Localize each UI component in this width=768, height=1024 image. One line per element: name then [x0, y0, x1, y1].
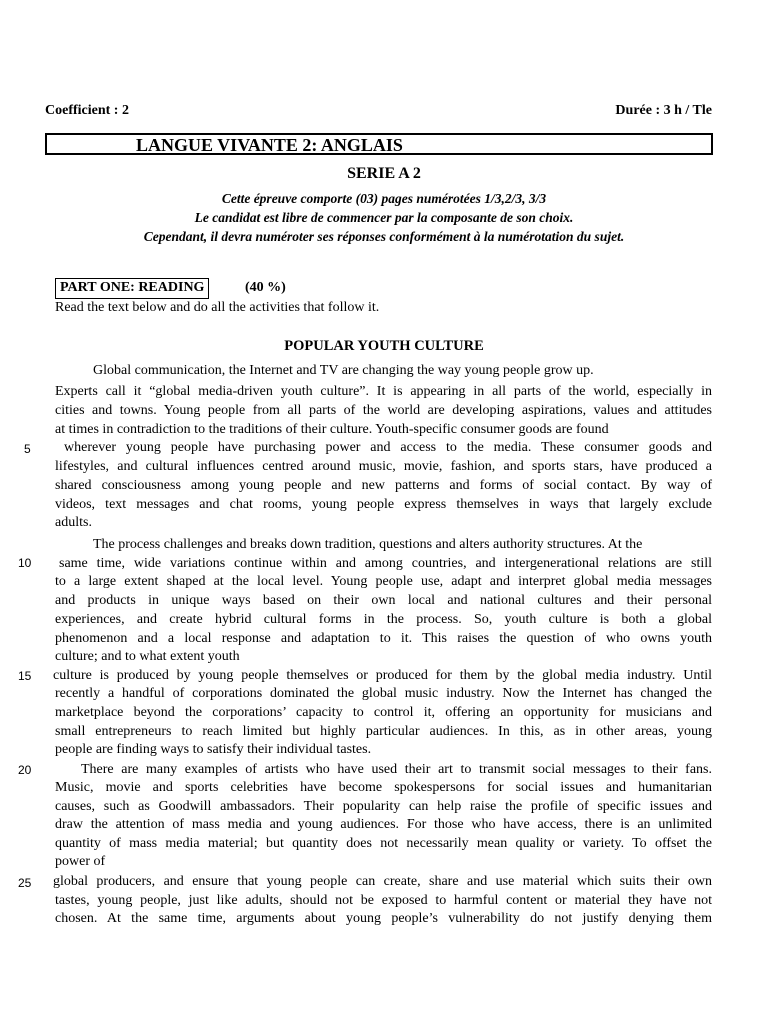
text-line: lifestyles, and cultural influences centred around music, movie, fashion, and sports stars, have produced a [55, 459, 712, 474]
text-line: experiences, and create hybrid cultural forms in the process. So, youth culture is both a global [55, 612, 712, 627]
part-one-instruction: Read the text below and do all the activities that follow it. [55, 300, 380, 315]
line-number: 15 [18, 669, 32, 683]
duration-label: Durée : 3 h / Tle [615, 103, 712, 118]
text-title: POPULAR YOUTH CULTURE [284, 338, 484, 354]
text-line: culture is produced by young people themselves or produced for them by the global media industry. Until [53, 668, 712, 683]
text-line: causes, such as Goodwill ambassadors. Their popularity can help raise the profile of specific issues and [55, 799, 712, 814]
line-number: 5 [24, 442, 31, 456]
text-line: Global communication, the Internet and TV are changing the way young people grow up. [93, 363, 594, 378]
instruction-line: Le candidat est libre de commencer par la composante de son choix. [194, 210, 574, 225]
text-line: phenomenon and a local response and adaptation to it. This raises the question of who owns youth [55, 631, 712, 646]
page-title: LANGUE VIVANTE 2: ANGLAIS [136, 135, 403, 155]
part-one-heading: PART ONE: READING [55, 278, 209, 299]
line-number: 10 [18, 556, 32, 570]
instruction-line: Cependant, il devra numéroter ses réponses conformément à la numérotation du sujet. [143, 229, 625, 244]
serie-label: SERIE A 2 [347, 165, 421, 182]
line-number: 20 [18, 763, 32, 777]
text-line: at times in contradiction to the traditions of their culture. Youth-specific consumer goods are found [55, 422, 609, 437]
text-line: videos, text messages and chat rooms, young people express themselves in ways that largely exclude [55, 497, 712, 512]
text-line: adults. [55, 515, 92, 530]
text-line: cities and towns. Young people from all parts of the world are developing aspirations, values and attitudes [55, 403, 712, 418]
text-line: culture; and to what extent youth [55, 649, 240, 664]
coefficient-label: Coefficient : 2 [45, 103, 129, 118]
text-line: Music, movie and sports celebrities have become spokespersons for social issues and humanitarian [55, 780, 712, 795]
text-line: tastes, young people, just like adults, should not be exposed to harmful content or material they have not [55, 893, 712, 908]
part-one-weight: (40 %) [245, 280, 286, 295]
text-line: and products in unique ways based on their own local and national cultures and their personal [55, 593, 712, 608]
text-line: to a large extent shaped at the local level. Young people use, adapt and interpret global media messages [55, 574, 712, 589]
text-line: shared consciousness among young people and new patterns and forms of social contact. By way of [55, 478, 712, 493]
text-line: The process challenges and breaks down tradition, questions and alters authority structures. At the [93, 537, 643, 552]
text-line: people are finding ways to satisfy their individual tastes. [55, 742, 372, 757]
text-line: same time, wide variations continue within and among countries, and intergenerational relations are still [59, 556, 712, 571]
text-line: marketplace beyond the corporations’ capacity to control it, offering an opportunity for musicians and [55, 705, 712, 720]
text-line: wherever young people have purchasing power and access to the media. These consumer goods and [64, 440, 712, 455]
instruction-line: Cette épreuve comporte (03) pages numérotées 1/3,2/3, 3/3 [221, 191, 547, 206]
line-number: 25 [18, 876, 32, 890]
text-line: power of [55, 854, 106, 869]
text-line: global producers, and ensure that young people can create, share and use material which suits their own [53, 874, 712, 889]
title-box [45, 133, 713, 155]
text-line: small entrepreneurs to reach limited but highly particular audiences. In this, as in other areas, young [55, 724, 712, 739]
text-line: chosen. At the same time, arguments about young people’s vulnerability do not justify denying them [55, 911, 712, 926]
text-line: draw the attention of mass media and young audiences. For those who have access, there is an unlimited [55, 817, 712, 832]
text-line: recently a handful of corporations dominated the global music industry. Now the Internet has changed the [55, 686, 712, 701]
text-line: quantity of mass media material; but quantity does not necessarily mean quality or variety. To offset the [55, 836, 712, 851]
text-line: There are many examples of artists who have used their art to transmit social messages to their fans. [81, 762, 712, 777]
text-line: Experts call it “global media-driven youth culture”. It is appearing in all parts of the world, especially in [55, 384, 712, 399]
